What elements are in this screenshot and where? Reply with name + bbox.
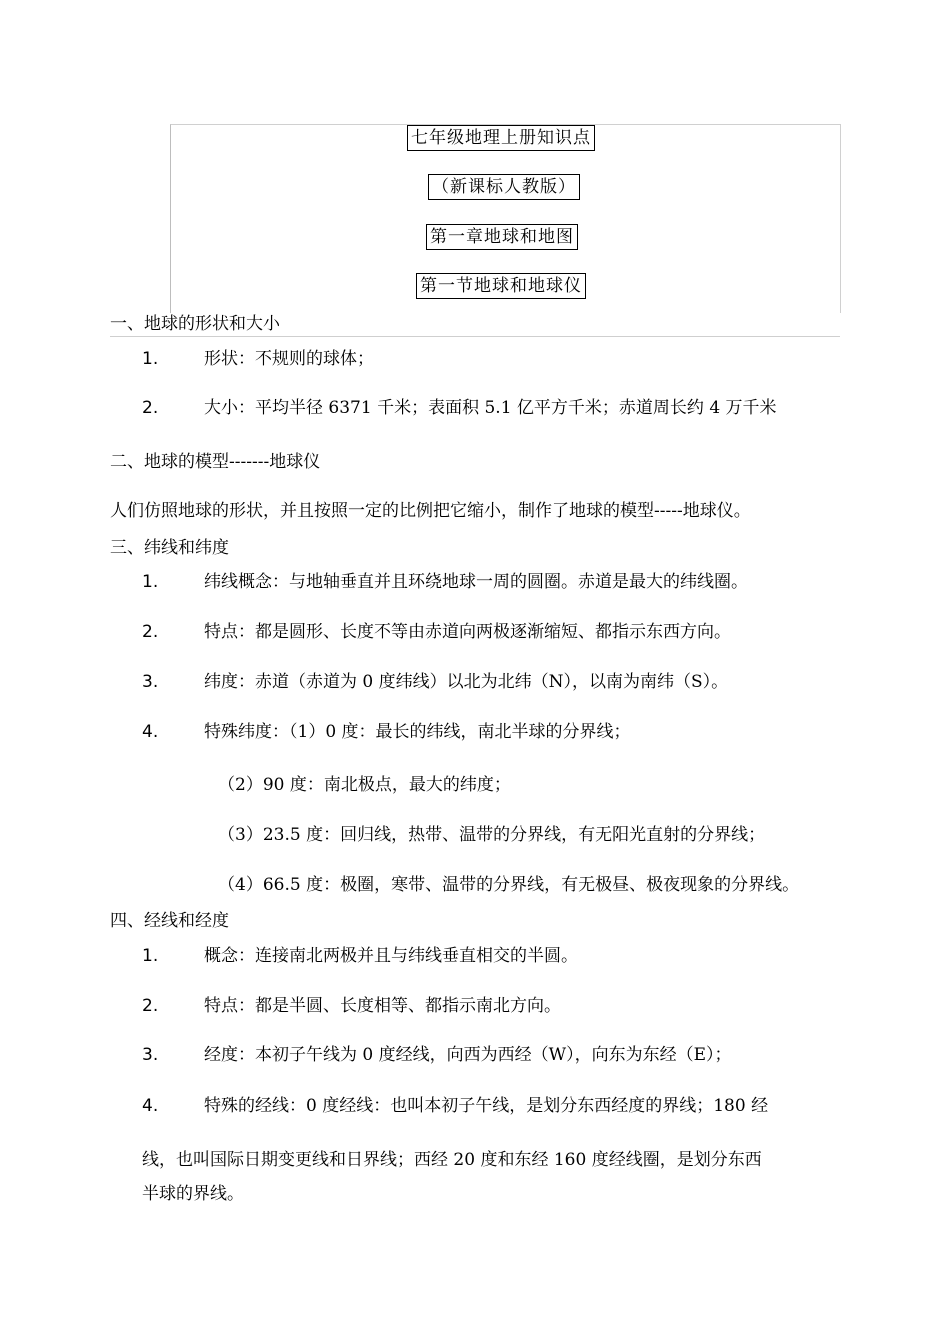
section-1-heading: 一、地球的形状和大小 bbox=[110, 314, 280, 334]
document-title: 七年级地理上册知识点 bbox=[407, 125, 595, 151]
list-number: 3. bbox=[142, 672, 159, 692]
list-item: 特殊的经线：0 度经线：也叫本初子午线，是划分东西经度的界线；180 经 bbox=[204, 1096, 769, 1116]
header-divider bbox=[110, 336, 840, 337]
section-4-heading: 四、经线和经度 bbox=[110, 911, 229, 931]
section-2-paragraph: 人们仿照地球的形状，并且按照一定的比例把它缩小，制作了地球的模型-----地球仪。 bbox=[110, 501, 751, 521]
list-number: 2. bbox=[142, 622, 159, 642]
list-item: 纬线概念：与地轴垂直并且环绕地球一周的圆圈。赤道是最大的纬线圈。 bbox=[204, 572, 748, 592]
section-3-heading: 三、纬线和纬度 bbox=[110, 538, 229, 558]
list-item: 概念：连接南北两极并且与纬线垂直相交的半圆。 bbox=[204, 946, 578, 966]
chapter-title: 第一章地球和地图 bbox=[426, 224, 578, 250]
list-number: 4. bbox=[142, 1096, 159, 1116]
list-item-continuation: 线，也叫国际日期变更线和日界线；西经 20 度和东经 160 度经线圈，是划分东西 bbox=[142, 1150, 762, 1170]
list-number: 3. bbox=[142, 1045, 159, 1065]
list-item: 大小：平均半径 6371 千米；表面积 5.1 亿平方千米；赤道周长约 4 万千米 bbox=[204, 398, 777, 418]
sub-item: （4）66.5 度：极圈，寒带、温带的分界线，有无极昼、极夜现象的分界线。 bbox=[218, 875, 800, 895]
list-number: 2. bbox=[142, 398, 159, 418]
list-number: 4. bbox=[142, 722, 159, 742]
section-title: 第一节地球和地球仪 bbox=[416, 273, 586, 299]
list-number: 1. bbox=[142, 946, 159, 966]
list-number: 1. bbox=[142, 572, 159, 592]
edition-label: （新课标人教版） bbox=[428, 174, 580, 200]
sub-item: （3）23.5 度：回归线，热带、温带的分界线，有无阳光直射的分界线； bbox=[218, 825, 766, 845]
sub-item: （2）90 度：南北极点，最大的纬度； bbox=[218, 775, 511, 795]
list-item: 特点：都是半圆、长度相等、都指示南北方向。 bbox=[204, 996, 561, 1016]
list-item-continuation: 半球的界线。 bbox=[142, 1184, 244, 1204]
section-2-heading: 二、地球的模型-------地球仪 bbox=[110, 452, 321, 472]
list-item: 纬度：赤道（赤道为 0 度纬线）以北为北纬（N），以南为南纬（S）。 bbox=[204, 672, 729, 692]
list-number: 2. bbox=[142, 996, 159, 1016]
list-item: 特点：都是圆形、长度不等由赤道向两极逐渐缩短、都指示东西方向。 bbox=[204, 622, 731, 642]
list-item: 形状：不规则的球体； bbox=[204, 349, 374, 369]
list-number: 1. bbox=[142, 349, 159, 369]
list-item: 特殊纬度：（1）0 度：最长的纬线，南北半球的分界线； bbox=[204, 722, 631, 742]
list-item: 经度：本初子午线为 0 度经线，向西为西经（W），向东为东经（E）； bbox=[204, 1045, 732, 1065]
